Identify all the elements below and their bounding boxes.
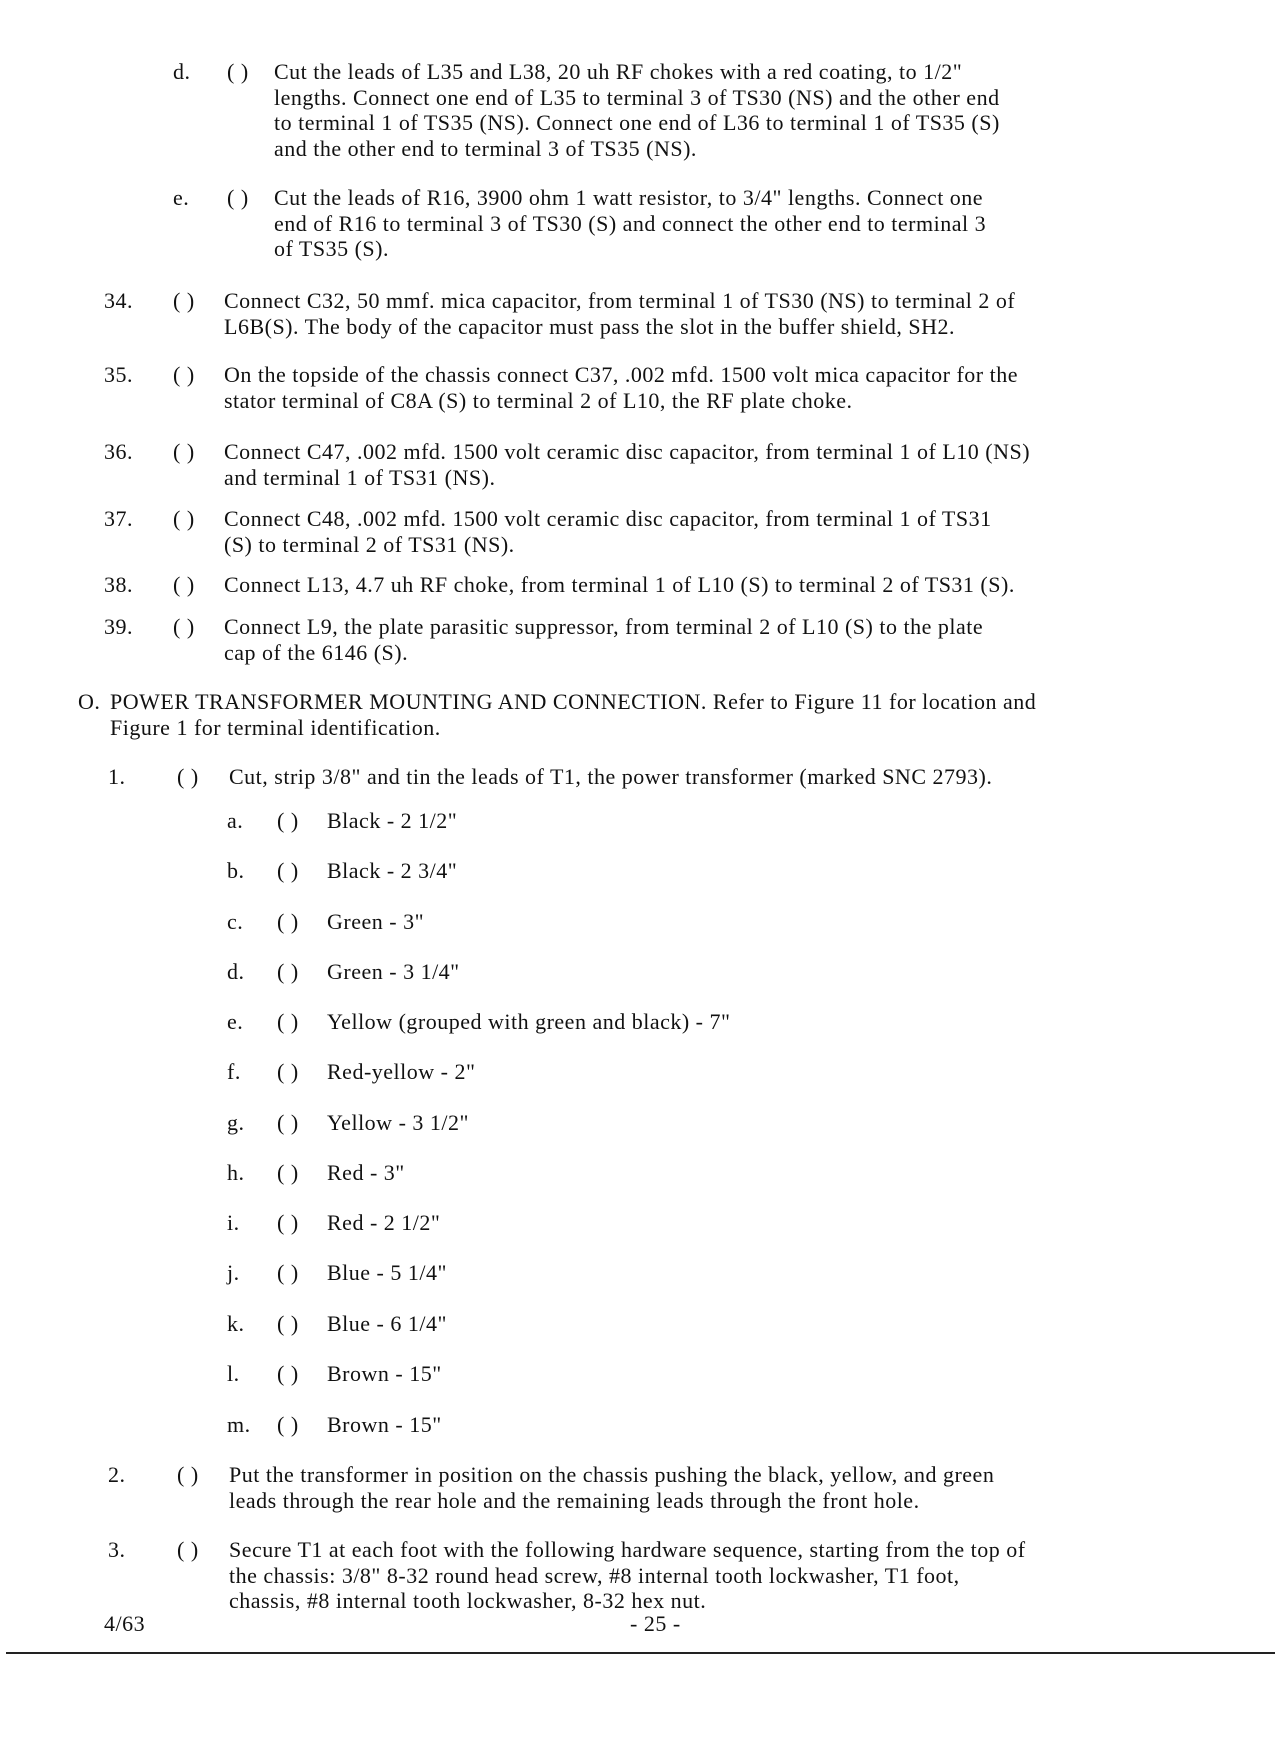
text-line: Black - 2 3/4" [327, 858, 458, 883]
checkbox-marker[interactable]: ( ) [173, 614, 195, 639]
text-line: Figure 1 for terminal identification. [110, 714, 441, 740]
step-label: 34. [104, 288, 133, 313]
text-line: Yellow (grouped with green and black) - 7" [327, 1009, 731, 1034]
step-text [327, 1210, 440, 1236]
text-line: Connect C47, .002 mfd. 1500 volt ceramic disc capacitor, from terminal 1 of L10 (NS) [224, 439, 1031, 464]
step-label: 1. [108, 764, 126, 789]
step-label: k. [227, 1311, 245, 1336]
step-label: 2. [108, 1462, 126, 1487]
step-label: 39. [104, 614, 133, 639]
step-label: 3. [108, 1537, 126, 1562]
step-label: e. [173, 185, 190, 210]
checkbox-marker[interactable]: ( ) [277, 1059, 299, 1084]
text-line: cap of the 6146 (S). [224, 639, 409, 665]
step-text [327, 1059, 475, 1085]
checkbox-marker[interactable]: ( ) [173, 572, 195, 597]
step-text [327, 1412, 442, 1438]
checkbox-marker[interactable]: ( ) [277, 1009, 299, 1034]
text-line: end of R16 to terminal 3 of TS30 (S) and connect the other end to terminal 3 [274, 210, 987, 236]
step-text [224, 439, 1030, 490]
step-label: i. [227, 1210, 240, 1235]
step-text [229, 764, 992, 790]
text-line: Cut the leads of R16, 3900 ohm 1 watt resistor, to 3/4" lengths. Connect one [274, 185, 984, 210]
step-label: j. [227, 1260, 240, 1285]
text-line: (S) to terminal 2 of TS31 (NS). [224, 531, 515, 557]
checkbox-marker[interactable]: ( ) [277, 1160, 299, 1185]
step-label: m. [227, 1412, 251, 1437]
step-text [274, 59, 1000, 162]
step-label: O. [78, 689, 101, 714]
step-label: l. [227, 1361, 240, 1386]
text-line: Secure T1 at each foot with the following hardware sequence, starting from the top of [229, 1537, 1026, 1562]
text-line: Connect C48, .002 mfd. 1500 volt ceramic disc capacitor, from terminal 1 of TS31 [224, 506, 992, 531]
checkbox-marker[interactable]: ( ) [177, 764, 199, 789]
step-text [327, 858, 457, 884]
text-line: Connect L13, 4.7 uh RF choke, from terminal 1 of L10 (S) to terminal 2 of TS31 (S). [224, 572, 1015, 597]
step-text [274, 185, 986, 262]
checkbox-marker[interactable]: ( ) [277, 808, 299, 833]
step-label: b. [227, 858, 245, 883]
text-line: and terminal 1 of TS31 (NS). [224, 464, 496, 490]
step-text [224, 506, 992, 557]
text-line: Blue - 6 1/4" [327, 1311, 447, 1336]
checkbox-marker[interactable]: ( ) [277, 858, 299, 883]
step-text [327, 959, 460, 985]
checkbox-marker[interactable]: ( ) [227, 59, 249, 84]
step-text [327, 1311, 447, 1337]
text-line: to terminal 1 of TS35 (NS). Connect one end of L36 to terminal 1 of TS35 (S) [274, 110, 1000, 136]
step-text [224, 572, 1015, 598]
text-line: leads through the rear hole and the remaining leads through the front hole. [229, 1487, 920, 1513]
text-line: On the topside of the chassis connect C37, .002 mfd. 1500 volt mica capacitor for the [224, 362, 1018, 387]
text-line: chassis, #8 internal tooth lockwasher, 8-32 hex nut. [229, 1588, 707, 1614]
checkbox-marker[interactable]: ( ) [277, 959, 299, 984]
text-line: Green - 3" [327, 909, 425, 934]
text-line: Put the transformer in position on the chassis pushing the black, yellow, and green [229, 1462, 995, 1487]
text-line: Red-yellow - 2" [327, 1059, 476, 1084]
checkbox-marker[interactable]: ( ) [173, 506, 195, 531]
text-line: POWER TRANSFORMER MOUNTING AND CONNECTION. Refer to Figure 11 for location and [110, 689, 1037, 714]
text-line: Brown - 15" [327, 1361, 442, 1386]
step-label: 37. [104, 506, 133, 531]
text-line: Connect C32, 50 mmf. mica capacitor, from terminal 1 of TS30 (NS) to terminal 2 of [224, 288, 1016, 313]
text-line: Cut the leads of L35 and L38, 20 uh RF chokes with a red coating, to 1/2" [274, 59, 963, 84]
checkbox-marker[interactable]: ( ) [277, 909, 299, 934]
page-number: - 25 - [630, 1611, 681, 1636]
text-line: L6B(S). The body of the capacitor must pass the slot in the buffer shield, SH2. [224, 313, 955, 339]
step-label: e. [227, 1009, 244, 1034]
step-text [229, 1537, 1026, 1614]
footer-date: 4/63 [104, 1611, 146, 1636]
text-line: Blue - 5 1/4" [327, 1260, 447, 1285]
checkbox-marker[interactable]: ( ) [277, 1210, 299, 1235]
checkbox-marker[interactable]: ( ) [277, 1412, 299, 1437]
step-label: d. [173, 59, 191, 84]
step-label: h. [227, 1160, 245, 1185]
step-text [110, 689, 1036, 740]
step-text [327, 1110, 469, 1136]
footer-rule [6, 1652, 1275, 1654]
text-line: Green - 3 1/4" [327, 959, 460, 984]
checkbox-marker[interactable]: ( ) [277, 1260, 299, 1285]
step-text [327, 909, 424, 935]
step-label: 38. [104, 572, 133, 597]
step-label: g. [227, 1110, 245, 1135]
step-text [327, 1160, 405, 1186]
text-line: lengths. Connect one end of L35 to terminal 3 of TS30 (NS) and the other end [274, 84, 1000, 110]
text-line: Red - 2 1/2" [327, 1210, 441, 1235]
step-label: d. [227, 959, 245, 984]
text-line: Red - 3" [327, 1160, 405, 1185]
checkbox-marker[interactable]: ( ) [277, 1110, 299, 1135]
step-text [327, 1260, 447, 1286]
checkbox-marker[interactable]: ( ) [277, 1361, 299, 1386]
checkbox-marker[interactable]: ( ) [177, 1462, 199, 1487]
step-text [327, 808, 457, 834]
step-text [224, 614, 983, 665]
text-line: stator terminal of C8A (S) to terminal 2 of L10, the RF plate choke. [224, 387, 853, 413]
checkbox-marker[interactable]: ( ) [173, 288, 195, 313]
step-label: 35. [104, 362, 133, 387]
step-text [224, 288, 1015, 339]
text-line: Brown - 15" [327, 1412, 442, 1437]
step-label: c. [227, 909, 244, 934]
checkbox-marker[interactable]: ( ) [173, 362, 195, 387]
step-text [229, 1462, 994, 1513]
step-label: a. [227, 808, 244, 833]
step-text [224, 362, 1018, 413]
text-line: Black - 2 1/2" [327, 808, 458, 833]
checkbox-marker[interactable]: ( ) [277, 1311, 299, 1336]
checkbox-marker[interactable]: ( ) [173, 439, 195, 464]
step-text [327, 1361, 442, 1387]
text-line: of TS35 (S). [274, 236, 389, 262]
step-text [327, 1009, 731, 1035]
checkbox-marker[interactable]: ( ) [177, 1537, 199, 1562]
text-line: and the other end to terminal 3 of TS35 (NS). [274, 136, 697, 162]
step-label: f. [227, 1059, 241, 1084]
step-label: 36. [104, 439, 133, 464]
text-line: Connect L9, the plate parasitic suppressor, from terminal 2 of L10 (S) to the plate [224, 614, 984, 639]
checkbox-marker[interactable]: ( ) [227, 185, 249, 210]
text-line: Yellow - 3 1/2" [327, 1110, 469, 1135]
text-line: Cut, strip 3/8" and tin the leads of T1, the power transformer (marked SNC 2793). [229, 764, 993, 789]
text-line: the chassis: 3/8" 8-32 round head screw, #8 internal tooth lockwasher, T1 foot, [229, 1562, 960, 1588]
